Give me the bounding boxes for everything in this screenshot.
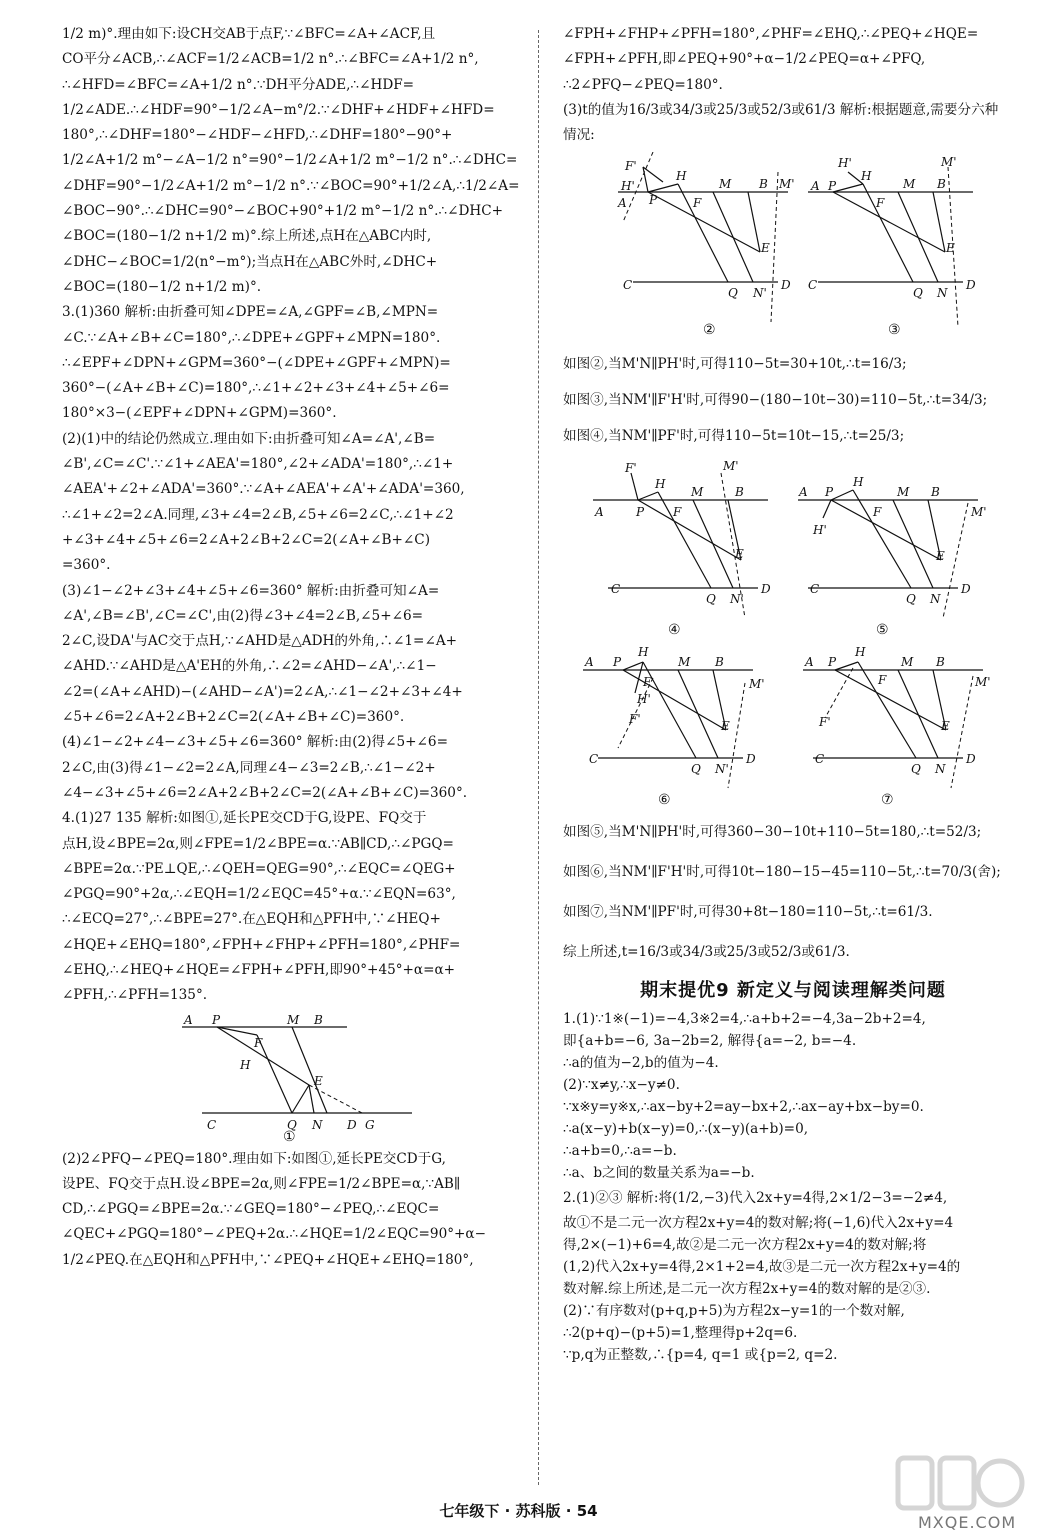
- svg-text:F: F: [873, 505, 882, 520]
- text-line: ∴a(x−y)+b(x−y)=0,∴(x−y)(a+b)=0,: [563, 1120, 809, 1137]
- text-line: ∠A',∠B=∠B',∠C=∠C',由(2)得∠3+∠4=2∠B,∠5+∠6=: [62, 607, 424, 624]
- right-column: [563, 22, 1023, 1366]
- svg-text:M: M: [678, 655, 691, 670]
- text-line: 180°,∴∠DHF=180°−∠HDF−∠HFD,∴∠DHF=180°−90°+: [62, 127, 453, 144]
- text-line: 设PE、FQ交于点H.设∠BPE=2α,则∠FPE=1/2∠BPE=α,∵AB∥: [62, 1175, 461, 1192]
- svg-text:F: F: [878, 673, 887, 688]
- text-line: ∴∠ECQ=27°,∴∠BPE=27°.在△EQH和△PFH中,∵∠HEQ+: [62, 911, 441, 928]
- text-line: 情况:: [563, 127, 595, 144]
- text-line: 180°×3−(∠EPF+∠DPN+∠GPM)=360°.: [62, 405, 337, 422]
- svg-text:H': H': [813, 523, 827, 538]
- svg-text:F: F: [673, 505, 682, 520]
- text-line: 如图③,当NM'∥F'H'时,可得90−(180−10t−30)=110−5t,∴t=34/3;: [563, 392, 988, 409]
- svg-text:D: D: [961, 582, 971, 597]
- text-line: 1/2 m)°.理由如下:设CH交AB于点F,∵∠BFC=∠A+∠ACF,且: [62, 26, 436, 42]
- figure-7: [803, 645, 991, 808]
- svg-text:M': M': [971, 505, 987, 520]
- svg-text:C: C: [623, 278, 633, 293]
- svg-text:M: M: [287, 1012, 300, 1027]
- svg-text:F': F': [819, 715, 831, 730]
- figure-label: ⑦: [881, 792, 894, 809]
- svg-text:Q: Q: [906, 592, 916, 607]
- svg-text:P: P: [636, 505, 645, 520]
- svg-text:P: P: [613, 655, 622, 670]
- text-line: ∠FPH+∠FHP+∠PFH=180°,∠PHF=∠EHQ,∴∠PEQ+∠HQE=: [563, 26, 979, 42]
- text-line: ∴∠EPF+∠DPN+∠GPM=360°−(∠DPE+∠GPF+∠MPN)=: [62, 354, 451, 371]
- svg-text:M': M': [941, 155, 957, 170]
- svg-text:C: C: [611, 582, 621, 597]
- text-line: 1/2∠ADE.∴∠HDF=90°−1/2∠A−m°/2.∵∠DHF+∠HDF+∠HFD=: [62, 101, 495, 118]
- svg-text:B: B: [936, 655, 945, 670]
- section-title: 期末提优9 新定义与阅读理解类问题: [640, 980, 946, 1002]
- text-line: ∠BPE=2α.∵PE⊥QE,∴∠QEH=QEG=90°,∴∠EQC=∠QEG+: [62, 860, 456, 877]
- svg-text:B: B: [735, 485, 744, 500]
- svg-text:F': F': [625, 159, 637, 174]
- svg-text:H: H: [861, 169, 872, 184]
- text-line: ∴a、b之间的数量关系为a=−b.: [563, 1164, 755, 1181]
- svg-text:A: A: [595, 505, 604, 520]
- svg-text:B: B: [314, 1012, 323, 1027]
- text-line: 如图②,当M'N∥PH'时,可得110−5t=30+10t,∴t=16/3;: [563, 356, 907, 373]
- svg-text:A: A: [805, 655, 814, 670]
- svg-text:H': H': [838, 156, 852, 171]
- text-line: 综上所述,t=16/3或34/3或25/3或52/3或61/3.: [563, 944, 850, 961]
- text-line: 如图④,当NM'∥PF'时,可得110−5t=10t−15,∴t=25/3;: [563, 428, 905, 445]
- text-line: 如图⑥,当NM'∥F'H'时,可得10t−180−15−45=110−5t,∴t=70/3(舍);: [563, 864, 1001, 881]
- svg-text:N: N: [312, 1117, 323, 1132]
- figure-label: ①: [283, 1128, 296, 1143]
- left-column: [62, 22, 520, 1273]
- svg-text:Q: Q: [287, 1117, 297, 1132]
- svg-text:N: N: [930, 592, 941, 607]
- svg-text:P: P: [212, 1012, 221, 1027]
- text-line: ∴a的值为−2,b的值为−4.: [563, 1054, 719, 1071]
- figure-label: ③: [888, 322, 901, 339]
- text-line: ∠2=(∠A+∠AHD)−(∠AHD−∠A')=2∠A,∴∠1−∠2+∠3+∠4+: [62, 683, 463, 700]
- svg-text:A: A: [585, 655, 594, 670]
- svg-text:H': H': [621, 179, 635, 194]
- text-line: ∠EHQ,∴∠HEQ+∠HQE=∠FPH+∠PFH,即90°+45°+α=α+: [62, 961, 456, 978]
- text-line: ∠PGQ=90°+2α,∴∠EQH=1/2∠EQC=45°+α.∵∠EQN=63°,: [62, 886, 456, 903]
- text-line: ∴∠1+∠2=2∠A.同理,∠3+∠4=2∠B,∠5+∠6=2∠C,∴∠1+∠2: [62, 506, 454, 523]
- svg-text:D: D: [966, 278, 976, 293]
- text-line: ∠AHD.∵∠AHD是△A'EH的外角,∴∠2=∠AHD−∠A',∴∠1−: [62, 658, 437, 675]
- text-line: (2)∵有序数对(p+q,p+5)为方程2x−y=1的一个数对解,: [563, 1302, 905, 1319]
- text-line: 即{a+b=−6, 3a−2b=2, 解得{a=−2, b=−4.: [563, 1032, 857, 1049]
- svg-text:C: C: [810, 582, 820, 597]
- text-line: ∠BOC=(180−1/2 n+1/2 m)°.综上所述,点H在△ABC内时,: [62, 228, 432, 245]
- svg-text:N: N: [937, 286, 948, 301]
- svg-text:M': M': [779, 177, 795, 192]
- svg-text:B: B: [937, 177, 946, 192]
- svg-text:M': M': [975, 675, 991, 690]
- svg-text:H: H: [855, 645, 866, 660]
- text-line: ∠AEA'+∠2+∠ADA'=360°.∵∠A+∠AEA'+∠A'+∠ADA'=360,: [62, 481, 465, 498]
- svg-text:H: H: [638, 645, 649, 660]
- text-line: ∠BOC−90°.∴∠DHC=90°−∠BOC+90°+1/2 m°−1/2 n°.∴∠DHC+: [62, 203, 504, 220]
- svg-text:E: E: [735, 547, 744, 562]
- text-line: CO平分∠ACB,∴∠ACF=1/2∠ACB=1/2 n°.∴∠BFC=∠A+1/2 n°,: [62, 51, 479, 68]
- svg-text:A: A: [184, 1012, 193, 1027]
- text-line: 1.(1)∵1※(−1)=−4,3※2=4,∴a+b+2=−4,3a−2b+2=4,: [563, 1010, 926, 1027]
- text-line: =360°.: [62, 557, 111, 574]
- svg-text:B: B: [759, 177, 768, 192]
- figures-4-to-7: [563, 458, 1023, 808]
- text-line: (2)∵x≠y,∴x−y≠0.: [563, 1076, 680, 1093]
- text-line: 4.(1)27 135 解析:如图①,延长PE交CD于G,设PE、FQ交于: [62, 810, 427, 827]
- text-line: 2∠C,由(3)得∠1−∠2=2∠A,同理∠4−∠3=2∠B,∴∠1−∠2+: [62, 759, 436, 776]
- text-line: (1,2)代入2x+y=4得,2×1+2=4,故③是二元一次方程2x+y=4的: [563, 1258, 961, 1275]
- svg-text:D: D: [347, 1117, 357, 1132]
- svg-text:B: B: [931, 485, 940, 500]
- text-line: 如图⑤,当M'N∥PH'时,可得360−30−10t+110−5t=180,∴t=52/3;: [563, 824, 982, 841]
- svg-text:Q: Q: [728, 286, 738, 301]
- figure-4: [593, 459, 771, 638]
- svg-text:E: E: [936, 549, 945, 564]
- text-line: CD,∴∠PGQ=∠BPE=2α.∵∠GEQ=180°−∠PEQ,∴∠EQC=: [62, 1201, 440, 1218]
- text-line: ∴a+b=0,∴a=−b.: [563, 1142, 677, 1159]
- figure-1: [62, 1013, 520, 1143]
- svg-text:A: A: [618, 196, 627, 211]
- svg-text:N: N: [935, 762, 946, 777]
- text-line: (2)(1)中的结论仍然成立.理由如下:由折叠可知∠A=∠A',∠B=: [62, 430, 436, 447]
- svg-text:P: P: [828, 179, 837, 194]
- svg-text:M: M: [691, 485, 704, 500]
- svg-text:C: C: [207, 1117, 217, 1132]
- svg-text:M: M: [901, 655, 914, 670]
- text-line: (2)2∠PFQ−∠PEQ=180°.理由如下:如图①,延长PE交CD于G,: [62, 1150, 446, 1167]
- text-line: (3)t的值为16/3或34/3或25/3或52/3或61/3 解析:根据题意,需要分六种: [563, 101, 999, 118]
- svg-text:D: D: [966, 752, 976, 767]
- text-line: ∵p,q为正整数,∴{p=4, q=1 或{p=2, q=2.: [563, 1346, 838, 1363]
- svg-text:E: E: [721, 719, 730, 734]
- text-line: 360°−(∠A+∠B+∠C)=180°,∴∠1+∠2+∠3+∠4+∠5+∠6=: [62, 380, 450, 397]
- svg-text:B: B: [715, 655, 724, 670]
- svg-text:F: F: [254, 1035, 263, 1050]
- figure-label: ④: [668, 622, 681, 639]
- figure-label: ②: [703, 322, 716, 339]
- text-line: ∠B',∠C=∠C'.∵∠1+∠AEA'=180°,∠2+∠ADA'=180°,∴∠1+: [62, 456, 454, 473]
- text-line: 2.(1)②③ 解析:将(1/2,−3)代入2x+y=4得,2×1/2−3=−2≠4,: [563, 1189, 948, 1206]
- svg-text:G: G: [365, 1117, 375, 1132]
- text-line: ∵x※y=y※x,∴ax−by+2=ay−bx+2,∴ax−ay+bx−by=0.: [563, 1098, 924, 1115]
- svg-text:A: A: [799, 485, 808, 500]
- text-line: 如图⑦,当NM'∥PF'时,可得30+8t−180=110−5t,∴t=61/3.: [563, 904, 933, 921]
- text-line: ∠FPH+∠PFH,即∠PEQ+90°+α−1/2∠PEQ=α+∠PFQ,: [563, 51, 926, 68]
- text-line: 点H,设∠BPE=2α,则∠FPE=1/2∠BPE=α.∵AB∥CD,∴∠PGQ=: [62, 835, 454, 852]
- svg-text:F: F: [693, 196, 702, 211]
- svg-text:D: D: [761, 582, 771, 597]
- svg-text:N': N': [715, 762, 729, 777]
- text-line: ∠BOC=(180−1/2 n+1/2 m)°.: [62, 278, 262, 295]
- text-line: ∠DHF=90°−1/2∠A+1/2 m°−1/2 n°.∵∠BOC=90°+1/2∠A,∴1/2∠A=: [62, 177, 520, 194]
- svg-text:E: E: [761, 241, 770, 256]
- text-line: ∴2∠PFQ−∠PEQ=180°.: [563, 76, 723, 93]
- figure-3: [808, 155, 976, 338]
- svg-text:C: C: [815, 752, 825, 767]
- svg-text:E: E: [941, 719, 950, 734]
- watermark-text: MXQE.COM: [918, 1513, 1017, 1532]
- text-line: (3)∠1−∠2+∠3+∠4+∠5+∠6=360° 解析:由折叠可知∠A=: [62, 582, 440, 599]
- text-line: 数对解.综上所述,是二元一次方程2x+y=4的数对解的是②③.: [563, 1280, 931, 1297]
- svg-text:H: H: [240, 1057, 251, 1072]
- text-line: ∠HQE+∠EHQ=180°,∠FPH+∠FHP+∠PFH=180°,∠PHF=: [62, 936, 461, 953]
- svg-text:Q: Q: [706, 592, 716, 607]
- page-footer: 七年级下 · 苏科版 · 54: [439, 1502, 598, 1520]
- svg-text:D: D: [781, 278, 791, 293]
- svg-text:M: M: [897, 485, 910, 500]
- svg-text:P: P: [649, 193, 658, 208]
- text-line: ∠QEC+∠PGQ=180°−∠PEQ+2α.∴∠HQE=1/2∠EQC=90°+α−: [62, 1226, 486, 1243]
- text-line: ∠C.∵∠A+∠B+∠C=180°,∴∠DPE+∠GPF+∠MPN=180°.: [62, 329, 441, 346]
- column-divider: [538, 30, 539, 1485]
- svg-text:P: P: [828, 655, 837, 670]
- text-line: 1/2∠A+1/2 m°−∠A−1/2 n°=90°−1/2∠A+1/2 m°−1/2 n°.∴∠DHC=: [62, 152, 518, 169]
- svg-text:H: H: [655, 477, 666, 492]
- text-line: ∴∠HFD=∠BFC=∠A+1/2 n°.∵DH平分ADE,∴∠HDF=: [62, 76, 415, 93]
- svg-text:M': M': [723, 459, 739, 474]
- svg-text:F: F: [643, 675, 652, 690]
- svg-text:E: E: [946, 241, 955, 256]
- svg-text:Q: Q: [911, 762, 921, 777]
- figure-label: ⑥: [658, 792, 671, 809]
- text-line: (4)∠1−∠2+∠4−∠3+∠5+∠6=360° 解析:由(2)得∠5+∠6=: [62, 734, 448, 751]
- svg-text:H: H: [676, 169, 687, 184]
- text-line: 2∠C,设DA'与AC交于点H,∵∠AHD是△ADH的外角,∴∠1=∠A+: [62, 633, 458, 650]
- svg-text:D: D: [746, 752, 756, 767]
- figure-label: ⑤: [876, 622, 889, 639]
- text-line: ∴2(p+q)−(p+5)=1,整理得p+2q=6.: [563, 1324, 798, 1341]
- svg-text:A: A: [811, 179, 820, 194]
- svg-text:P: P: [825, 485, 834, 500]
- text-line: ∠PFH,∴∠PFH=135°.: [62, 987, 208, 1004]
- svg-text:M: M: [719, 177, 732, 192]
- text-line: 得,2×(−1)+6=4,故②是二元一次方程2x+y=4的数对解;将: [563, 1236, 927, 1253]
- svg-text:C: C: [589, 752, 599, 767]
- text-line: ∠4−∠3+∠5+∠6=2∠A+2∠B+2∠C=2(∠A+∠B+∠C)=360°.: [62, 784, 468, 801]
- svg-text:M: M: [903, 177, 916, 192]
- figure-5: [798, 475, 987, 638]
- text-line: +∠3+∠4+∠5+∠6=2∠A+2∠B+2∠C=2(∠A+∠B+∠C): [62, 531, 431, 548]
- figure-2: [617, 152, 795, 338]
- svg-text:Q: Q: [691, 762, 701, 777]
- figure-6: [583, 645, 765, 808]
- svg-text:F': F': [625, 461, 637, 476]
- svg-text:H': H': [637, 692, 651, 707]
- svg-text:C: C: [808, 278, 818, 293]
- text-line: 3.(1)360 解析:由折叠可知∠DPE=∠A,∠GPF=∠B,∠MPN=: [62, 304, 439, 321]
- text-line: ∠DHC−∠BOC=1/2(n°−m°);当点H在△ABC外时,∠DHC+: [62, 253, 438, 270]
- svg-text:F': F': [629, 712, 641, 727]
- svg-text:Q: Q: [913, 286, 923, 301]
- text-line: 故①不是二元一次方程2x+y=4的数对解;将(−1,6)代入2x+y=4: [563, 1214, 954, 1231]
- text-line: 1/2∠PEQ.在△EQH和△PFH中,∵∠PEQ+∠HQE+∠EHQ=180°,: [62, 1251, 474, 1268]
- text-line: ∠5+∠6=2∠A+2∠B+2∠C=2(∠A+∠B+∠C)=360°.: [62, 709, 405, 726]
- svg-text:H: H: [853, 475, 864, 490]
- svg-text:E: E: [314, 1073, 323, 1088]
- svg-text:M': M': [749, 677, 765, 692]
- svg-text:N': N': [753, 286, 767, 301]
- svg-text:F: F: [876, 196, 885, 211]
- figures-2-3: [563, 152, 1023, 342]
- svg-text:N': N': [730, 592, 744, 607]
